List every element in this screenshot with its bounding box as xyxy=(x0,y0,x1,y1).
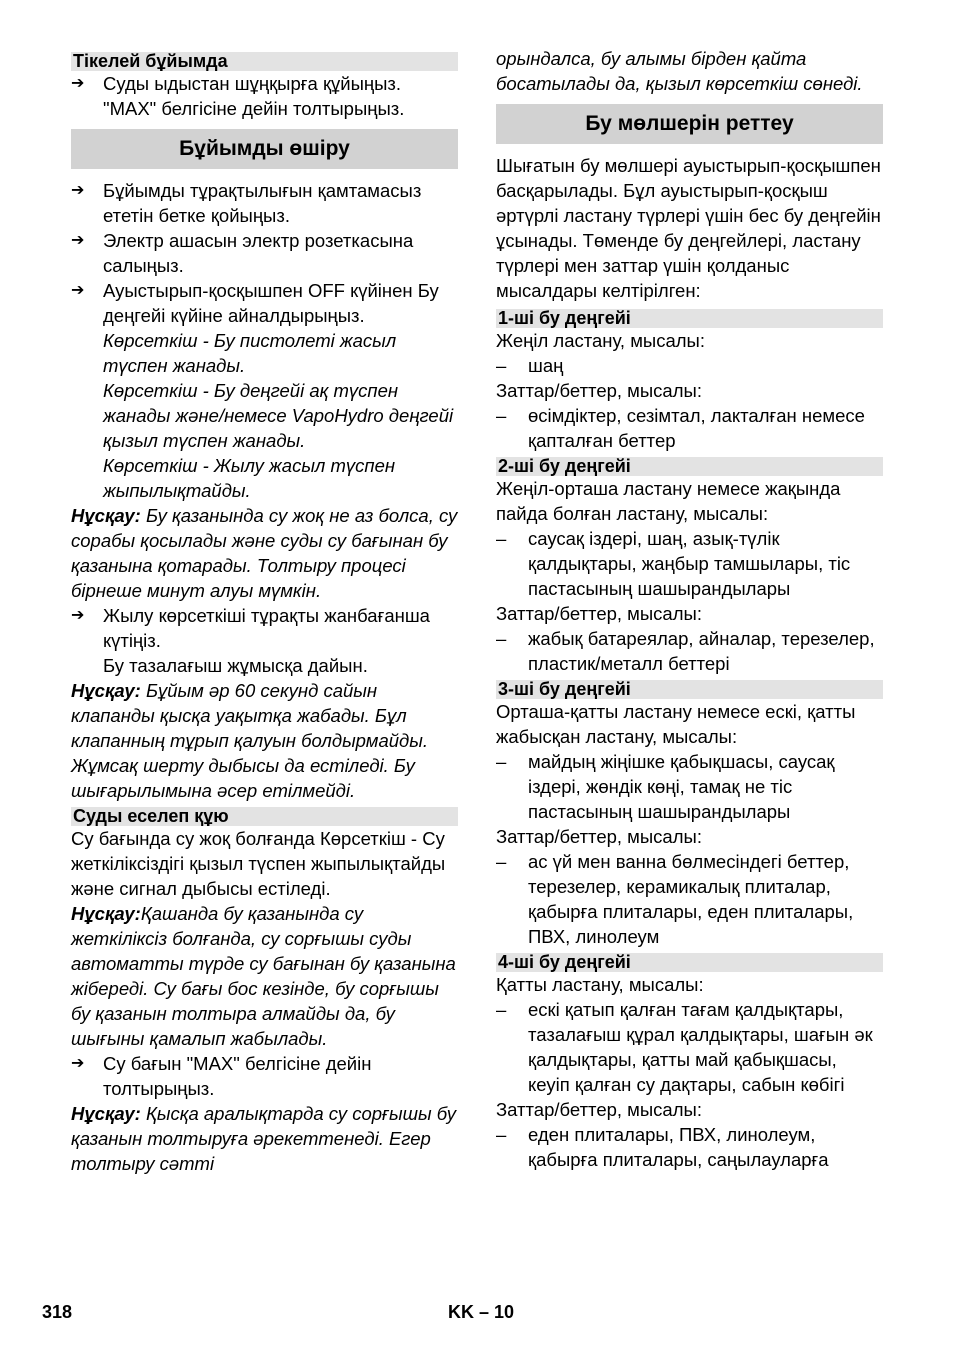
level-4-heading: 4-ші бу деңгейі xyxy=(496,953,883,972)
note-2: Нұсқау: Бұйым әр 60 секунд сайын клапанды қысқа уақытқа жабады. Бұл клапанның тұрып қалуын болдырмайды. Жұмсақ шерту дыбысы да естіледі. Бу шығарылымына әсер етілмейді. xyxy=(71,680,429,801)
ready-text: Бу тазалағыш жұмысқа дайын. xyxy=(103,655,368,676)
left-column xyxy=(71,46,458,1176)
arrow-icon: ➔ xyxy=(71,232,85,249)
arrow-icon: ➔ xyxy=(71,1055,85,1072)
level-2-heading: 2-ші бу деңгейі xyxy=(496,457,883,476)
step-fill: ➔ Су бағын "МАХ" белгісіне дейін толтырыңыз. xyxy=(71,1053,372,1099)
dash-icon: – xyxy=(496,999,507,1020)
level-4-dirt: Қатты ластану, мысалы: xyxy=(496,974,704,995)
step-wait: ➔ Жылу көрсеткіші тұрақты жанбағанша күтіңіз. xyxy=(71,605,430,651)
step-off-1: ➔ Бұйымды тұрақтылығын қамтамасыз ететін бетке қойыңыз. xyxy=(71,180,422,226)
step-off-3: ➔ Ауыстырып-қосқышпен OFF күйінен Бу деңгейі күйіне айналдырыңыз. xyxy=(71,280,439,326)
indicator-text-1: Көрсеткіш - Бу пистолеті жасыл түспен жанады. xyxy=(103,330,397,376)
arrow-icon: ➔ xyxy=(71,75,85,92)
list-item: – шаң xyxy=(496,355,564,376)
level-3-dirt: Орташа-қатты ластану немесе ескі, қатты жабысқан ластану, мысалы: xyxy=(496,701,856,747)
note-4: Нұсқау: Қысқа аралықтарда су сорғышы бу қазанын толтыруға әрекеттенеді. Егер толтыру сәтті xyxy=(71,1103,456,1174)
page-number: 318 xyxy=(42,1302,73,1322)
indicator-text-2: Көрсеткіш - Бу деңгейі ақ түспен жанады және/немесе VapoHydro деңгейі қызыл түспен жанады. xyxy=(103,380,454,451)
dash-icon: – xyxy=(496,628,507,649)
section-heading-off: Бұйымды өшіру xyxy=(71,129,458,169)
dash-icon: – xyxy=(496,405,507,426)
level-3-heading: 3-ші бу деңгейі xyxy=(496,680,883,699)
subheading-refill: Суды еселеп құю xyxy=(71,807,458,826)
level-4-objects: Заттар/беттер, мысалы: xyxy=(496,1099,702,1120)
level-2-objects: Заттар/беттер, мысалы: xyxy=(496,603,702,624)
arrow-icon: ➔ xyxy=(71,607,85,624)
step-off-2: ➔ Электр ашасын электр розеткасына салыңыз. xyxy=(71,230,414,276)
note-1: Нұсқау: Бу қазанында су жоқ не аз болса, су сорабы қосылады және суды су бағынан бу қазанына қотарады. Толтыру процесі бірнеше минут алуы мүмкін. xyxy=(71,505,458,601)
list-item: – ескі қатып қалған тағам қалдықтары, тазалағыш құрал қалдықтары, шағын әк қалдықтары, қатты май қабықшасы, кеуіп қалған су дақтары, сабын көбігі xyxy=(496,999,873,1095)
refill-text: Су бағында су жоқ болғанда Көрсеткіш - Су жеткіліксіздігі қызыл түспен жыпылықтайды және сигнал дыбысы естіледі. xyxy=(71,828,446,899)
list-item: – еден плиталары, ПВХ, линолеум, қабырға плиталары, саңылауларға xyxy=(496,1124,829,1170)
list-item: – өсімдіктер, сезімтал, лакталған немесе қапталған беттер xyxy=(496,405,865,451)
list-item: – жабық батареялар, айналар, терезелер, пластик/металл беттері xyxy=(496,628,875,674)
section-heading-steam-amount: Бу мөлшерін реттеу xyxy=(496,104,883,144)
level-3-objects: Заттар/беттер, мысалы: xyxy=(496,826,702,847)
subheading-direct: Тікелей бұйымда xyxy=(71,52,458,71)
indicator-text-3: Көрсеткіш - Жылу жасыл түспен жыпылықтайды. xyxy=(103,455,396,501)
level-1-objects: Заттар/беттер, мысалы: xyxy=(496,380,702,401)
level-2-dirt: Жеңіл-орташа ластану немесе жақында пайда болған ластану, мысалы: xyxy=(496,478,841,524)
dash-icon: – xyxy=(496,751,507,772)
list-item: – саусақ іздері, шаң, азық-түлік қалдықтары, жаңбыр тамшылары, тіс пастасының шашырандылары xyxy=(496,528,851,599)
right-column xyxy=(496,46,883,1172)
list-item: – ас үй мен ванна бөлмесіндегі беттер, терезелер, керамикалық плиталар, қабырға плиталары, еден плиталары, ПВХ, линолеум xyxy=(496,851,854,947)
dash-icon: – xyxy=(496,528,507,549)
arrow-icon: ➔ xyxy=(71,182,85,199)
note-3: Нұсқау:Қашанда бу қазанында су жеткіліксіз болғанда, су сорғышы суды автоматты түрде су бағынан бу қазанына жібереді. Су бағы бос кезінде, бу сорғышы бу қазанын толтыра алмайды да, бу шығыны қамалып жабылады. xyxy=(71,903,456,1049)
intro-text: Шығатын бу мөлшері ауыстырып-қосқышпен басқарылады. Бұл ауыстырып-қосқыш әртүрлі ластану түрлері үшін бес бу деңгейін ұсынады. Төменде бу деңгейлері, ластану түрлері мен заттар үшін қолданыс мысалдары келтірілген: xyxy=(496,155,881,301)
step-direct: ➔ Суды ыдыстан шұңқырға құйыңыз. "МАХ" белгісіне дейін толтырыңыз. xyxy=(71,73,405,119)
level-1-heading: 1-ші бу деңгейі xyxy=(496,309,883,328)
continued-note: орындалса, бу алымы бірден қайта босатылады да, қызыл көрсеткіш сөнеді. xyxy=(496,48,863,94)
arrow-icon: ➔ xyxy=(71,282,85,299)
list-item: – майдың жіңішке қабықшасы, саусақ іздері, жөндік көңі, тамақ не тіс пастасының шашырандылары xyxy=(496,751,835,822)
dash-icon: – xyxy=(496,851,507,872)
dash-icon: – xyxy=(496,355,507,376)
level-1-dirt: Жеңіл ластану, мысалы: xyxy=(496,330,705,351)
dash-icon: – xyxy=(496,1124,507,1145)
section-label: KK – 10 xyxy=(448,1302,515,1322)
